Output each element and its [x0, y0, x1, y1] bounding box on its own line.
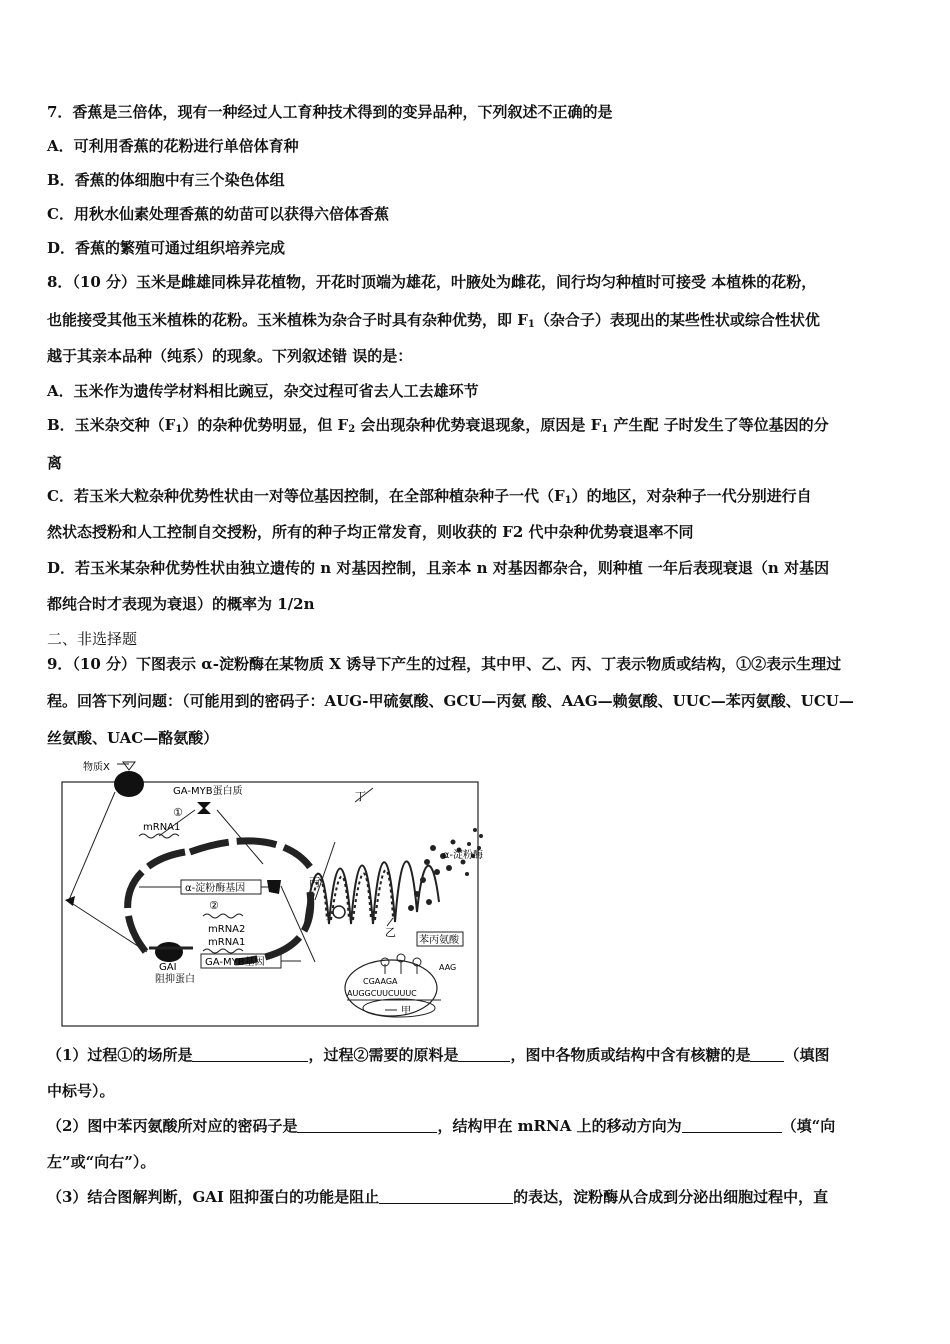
label-jia: 甲	[401, 1006, 411, 1017]
amylase-gene-label: α-淀粉酶基因	[185, 883, 246, 894]
q8-stem-line2: 也能接受其他玉米植株的花粉。玉米植株为杂合子时具有杂种优势，即 $F_1$（杂合子）表现出的某些性状或综合性状优	[47, 311, 820, 330]
ga-myb-protein-icon	[197, 802, 211, 814]
mrna2-strand	[203, 914, 243, 918]
arrow-to-gene	[217, 810, 263, 864]
q8-option-c-line1: C．若玉米大粒杂种优势性状由一对等位基因控制，在全部种植杂种子一代$(F_1)$的地区，对杂种子一代分别进行自	[47, 487, 812, 506]
mrna2-label: mRNA2	[208, 924, 246, 935]
nuclear-envelope-top	[190, 841, 310, 867]
q9-part1-line1: （1）过程①的场所是 ，过程②需要的原料是 ，图中各物质或结构中含有核糖的是 （填图	[47, 1046, 830, 1064]
q8-option-d-line2: 都纯合时才表现为衰退）的概率为 1/2n	[47, 595, 315, 613]
mrna-sequence-label: AUGGCUUCUUUC	[347, 989, 417, 998]
q9-stem-line2: 程。回答下列问题：（可能用到的密码子：AUG-甲硫氨酸、GCU—丙氨 酸、AAG—赖氨酸、UUC—苯丙氨酸、UCU—	[47, 692, 854, 710]
answer-blank-2b[interactable]	[682, 1118, 782, 1133]
mrna1-mid-label: mRNA1	[208, 937, 246, 948]
label-ding: 丁	[355, 790, 366, 803]
ga-myb-protein-label: GA-MYB蛋白质	[173, 786, 243, 797]
arrow-to-gai	[73, 904, 147, 952]
q8-option-b-line1: B．玉米杂交种$(F_1)$的杂种优势明显，但 $F_2$ 会出现杂种优势衰退现象，原因是 $F_1$ 产生配 子时发生了等位基因的分	[47, 416, 829, 435]
ga-myb-gene-label: GA-MYB基因	[205, 957, 265, 968]
receptor-blob-icon	[114, 771, 144, 797]
amylase-synthesis-diagram	[55, 752, 485, 1032]
phe-label: 苯丙氨酸	[419, 935, 459, 946]
q7-option-a: A．可利用香蕉的花粉进行单倍体育种	[47, 137, 299, 155]
q9-part3-line1: （3）结合图解判断，GAI 阻抑蛋白的功能是阻止 的表达，淀粉酶从合成到分泌出细胞过程中，直	[47, 1188, 829, 1206]
q8-option-d-line1: D．若玉米某杂种优势性状由独立遗传的 n 对基因控制，且亲本 n 对基因都杂合，则种植 一年后表现衰退（n 对基因	[47, 559, 830, 577]
q8-option-b-line2: 离	[47, 454, 63, 472]
q8-stem-line3: 越于其亲本品种（纯系）的现象。下列叙述错 误的是：	[47, 347, 413, 365]
label-bing: 丙	[309, 876, 320, 889]
answer-blank-3a[interactable]	[379, 1189, 513, 1204]
q7-option-b: B．香蕉的体细胞中有三个染色体组	[47, 171, 285, 189]
label-yi: 乙	[385, 926, 396, 939]
q9-part2-line1: （2）图中苯丙氨酸所对应的密码子是 ，结构甲在 mRNA 上的移动方向为 （填“向	[47, 1117, 836, 1135]
repressor-label: 阻抑蛋白	[155, 974, 195, 985]
ribosome-large-subunit	[345, 960, 437, 1016]
answer-blank-1c[interactable]	[750, 1047, 784, 1062]
q7-stem: 7．香蕉是三倍体，现有一种经过人工育种技术得到的变异品种，下列叙述不正确的是	[47, 103, 613, 121]
section-heading: 二、非选择题	[47, 630, 138, 648]
q8-option-a: A．玉米作为遗传学材料相比豌豆，杂交过程可省去人工去雄环节	[47, 382, 479, 400]
substance-x-label: 物质X	[83, 762, 110, 773]
alpha-amylase-label: α-淀粉酶	[442, 850, 483, 861]
gai-repressor-icon	[155, 942, 183, 962]
q8-option-c-line2: 然状态授粉和人工控制自交授粉，所有的种子均正常发育，则收获的 F2 代中杂种优势衰退率不同	[47, 523, 694, 541]
nuclear-envelope-left	[128, 852, 185, 957]
yi-pointer	[387, 918, 393, 926]
answer-blank-1b[interactable]	[458, 1047, 510, 1062]
mrna1-mid-strand	[203, 949, 243, 953]
arrow-left-down	[69, 792, 115, 900]
q7-option-c: C．用秋水仙素处理香蕉的幼苗可以获得六倍体香蕉	[47, 205, 389, 223]
substance-x-triangle-icon	[123, 762, 135, 770]
anticodon-aag-label: AAG	[439, 963, 457, 972]
process-1-label: ①	[173, 806, 183, 819]
process-2-label: ②	[209, 899, 219, 912]
q8-stem-line1: 8．（10 分）玉米是雌雄同株异花植物，开花时顶端为雄花，叶腋处为雌花，间行均匀种植时可接受 本植株的花粉，	[47, 273, 817, 291]
q9-stem-line1: 9．（10 分）下图表示 α-淀粉酶在某物质 X 诱导下产生的过程，其中甲、乙、丙、丁表示物质或结构，①②表示生理过	[47, 655, 842, 673]
answer-blank-1a[interactable]	[192, 1047, 308, 1062]
answer-blank-2a[interactable]	[297, 1118, 437, 1133]
q9-part2-line2: 左”或“向右”）。	[47, 1153, 156, 1171]
mrna1-top-label: mRNA1	[143, 822, 181, 833]
vesicle-bing	[333, 906, 345, 918]
q9-part1-line2: 中标号）。	[47, 1082, 115, 1100]
q7-option-d: D．香蕉的繁殖可通过组织培养完成	[47, 239, 286, 257]
anticodon-cgaaga-label: CGAAGA	[363, 977, 398, 986]
q9-stem-line3: 丝氨酸、UAC—酪氨酸）	[47, 729, 219, 747]
gai-label: GAI	[159, 962, 177, 973]
amylase-gene-binding-icon	[267, 880, 281, 894]
